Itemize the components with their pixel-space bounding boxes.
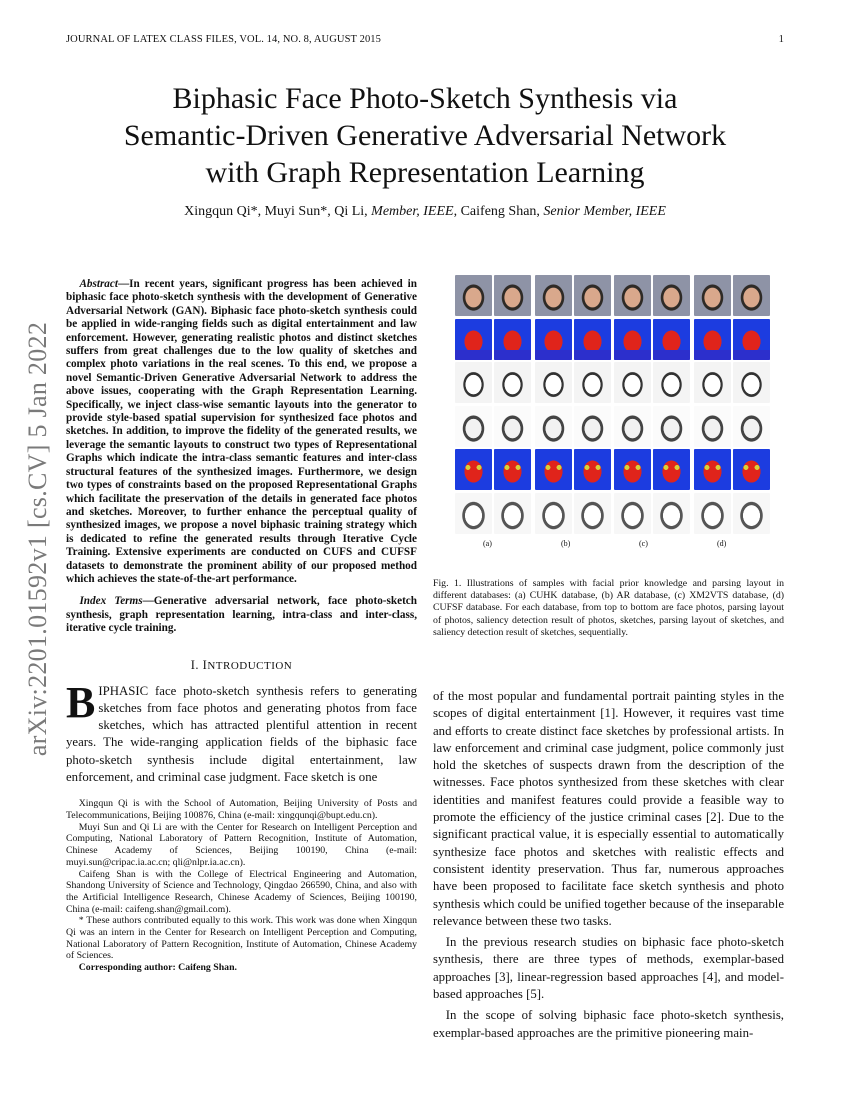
sketch-parsing-image <box>455 449 492 490</box>
title-line: with Graph Representation Learning <box>205 156 645 189</box>
left-column <box>66 278 417 974</box>
sketch-saliency-image <box>733 493 770 534</box>
author-role: Member, IEEE <box>371 204 454 219</box>
sketch-parsing-image <box>614 449 651 490</box>
sketch-saliency-image <box>494 493 531 534</box>
author-role: Senior Member, IEEE <box>543 204 666 219</box>
abstract-text: —In recent years, significant progress has been achieved in biphasic face photo-sketch synthesis with the development of Generative Adversarial Network (GAN). Biphasic face photo-sketch synthesis could be applied in wide-ranging fields such as digital entertainment and law enforcement. However, generating realistic photos and distinct sketches suffers from great challenges due to the low quality of sketches and complex photo variations in the real scenes. To this end, we propose a novel Semantic-Driven Generative Adversarial Network to address the above issues, cooperating with the Graph Representation Learning. Specifically, we inject class-wise semantic layouts into the generator to provide style-based spatial supervision for synthesized face photos and sketches. In addition, to improve the fidelity of the generated results, we leverage the semantic layouts to construct two types of Representational Graphs which indicate the intra-class semantic features and inter-class structural features of the synthesized images. Furthermore, we design two types of constraints based on the proposed Representational Graphs which facilitate the preservation of the details in generated face photos and sketches. Moreover, to further enhance the perceptual quality of synthesized images, we propose a novel biphasic training strategy which is dedicated to refine the generated results through Iterative Cycle Training. Extensive experiments are conducted on CUFS and CUFSF datasets to demonstrate the prominent ability of our proposed method which achieves the state-of-the-art performance. <box>66 278 417 585</box>
paragraph: In the scope of solving biphasic face photo-sketch synthesis, exemplar-based approaches are the primitive pioneering main- <box>433 1008 784 1040</box>
drop-cap: B <box>66 677 96 727</box>
sublabel-b: (b) <box>561 539 571 548</box>
footnotes <box>66 798 417 974</box>
arxiv-stamp <box>18 305 58 773</box>
photo-saliency-image <box>733 362 770 403</box>
photo-parsing-image <box>614 319 651 360</box>
corresponding-author: Corresponding author: Caifeng Shan. <box>78 962 237 974</box>
photo-saliency-image <box>694 362 731 403</box>
index-terms-label: Index Terms <box>79 595 143 608</box>
figure-caption <box>433 578 784 639</box>
sublabel-c: (c) <box>639 539 648 548</box>
intro-paragraph <box>66 677 417 787</box>
photo-saliency-image <box>535 362 572 403</box>
right-body <box>433 688 784 1042</box>
face-sample-grid <box>455 275 765 537</box>
photo-parsing-image <box>455 319 492 360</box>
title-line: Biphasic Face Photo-Sketch Synthesis via <box>172 82 678 115</box>
photo-saliency-image <box>494 362 531 403</box>
sketch-saliency-image <box>614 493 651 534</box>
footnote: Xingqun Qi is with the School of Automation, Beijing University of Posts and Telecommunications, Beijing 100876, China (e-mail: xingqunqi@bupt.edu.cn). <box>66 798 417 822</box>
journal-name: JOURNAL OF LATEX CLASS FILES, VOL. 14, NO. 8, AUGUST 2015 <box>66 34 381 45</box>
section-first-letter: I <box>202 657 208 672</box>
face-photo-image <box>694 275 731 316</box>
photo-parsing-image <box>733 319 770 360</box>
face-photo-image <box>455 275 492 316</box>
photo-parsing-image <box>694 319 731 360</box>
face-photo-image <box>494 275 531 316</box>
index-terms-text: —Generative adversarial network, face photo-sketch synthesis, graph representation learning, intra-class and inter-class, iterative cycle training. <box>66 595 417 635</box>
sketch-image <box>614 406 651 447</box>
figure-sublabels <box>455 537 765 551</box>
sublabel-d: (d) <box>717 539 727 548</box>
page-number: 1 <box>778 34 784 45</box>
author-list <box>60 204 790 220</box>
abstract-label: Abstract <box>79 278 118 290</box>
sketch-saliency-image <box>535 493 572 534</box>
section-numeral: I. <box>190 657 200 672</box>
index-terms <box>66 595 417 635</box>
sketch-parsing-image <box>733 449 770 490</box>
sketch-image <box>694 406 731 447</box>
face-photo-image <box>653 275 690 316</box>
paragraph: of the most popular and fundamental portrait painting styles in the scopes of digital entertainment [1]. However, it requires vast time and efforts to create distinct face sketches by professional artists. In law enforcement and criminal case judgment, police commonly just hold the sketches of suspects drawn from the description of the witnesses. Face photos synthesized from these sketches with clear identities and manifest features could provide a feasible way to promote the efficiency of the justice criminal cases [2]. Due to the significant practical value, it is especially essential to automatically synthesize face photos and sketches with realistic effects and consistent identity preservation. Thus far, numerous approaches have been proposed to facilitate face sketch synthesis and photo synthesis which could be unified together because of the inseparable relevance between these two tasks. <box>433 689 784 928</box>
title-line: Semantic-Driven Generative Adversarial Network <box>123 119 727 152</box>
face-photo-image <box>535 275 572 316</box>
sketch-image <box>535 406 572 447</box>
footnote: Caifeng Shan is with the College of Electrical Engineering and Automation, Shandong University of Science and Technology, Qingdao 266590, China, and also with the Artificial Intelligence Research, Chinese Academy of Sciences, Beijing 100190, China (e-mail: caifeng.shan@gmail.com). <box>66 868 417 915</box>
arxiv-id: arXiv:2201.01592v1 [cs.CV] 5 Jan 2022 <box>23 321 52 757</box>
authors-names: Xingqun Qi*, Muyi Sun*, Qi Li, <box>184 204 372 219</box>
footnote: * These authors contributed equally to this work. This work was done when Xingqun Qi was an intern in the Center for Research on Intelligent Perception and Computing, National Laboratory of Pattern Recognition, Institute of Automation, Chinese Academy of Sciences. <box>66 915 417 962</box>
sketch-image <box>455 406 492 447</box>
photo-saliency-image <box>614 362 651 403</box>
figure-1 <box>433 275 784 639</box>
section-title-rest: NTRODUCTION <box>207 659 293 672</box>
photo-saliency-image <box>455 362 492 403</box>
photo-parsing-image <box>535 319 572 360</box>
caption-text: Illustrations of samples with facial prior knowledge and parsing layout in different databases: (a) CUHK database, (b) AR database, (c) XM2VTS database, (d) CUFSF database. For each database, from top to bottom are face photos, parsing layout of photos, saliency detection result of photos, sketches, parsing layout of sketches, and saliency detection result of sketches, sequentially. <box>433 578 784 638</box>
intro-text: IPHASIC face photo-sketch synthesis refers to generating sketches from face photos and generating photos from face sketches, which has attracted plentiful attention in recent years. The wide-ranging application fields of the biphasic face photo-sketch synthesis include digital entertainment, law enforcement, and criminal case judgment. Face sketch is one <box>66 683 417 785</box>
abstract <box>66 278 417 586</box>
paragraph: In the previous research studies on biphasic face photo-sketch synthesis, there are three types of methods, exemplar-based approaches [3], linear-regression based approaches [4], and model-based approaches [5]. <box>433 935 784 1002</box>
sketch-saliency-image <box>653 493 690 534</box>
section-heading <box>66 658 417 673</box>
sketch-parsing-image <box>494 449 531 490</box>
footnote: Muyi Sun and Qi Li are with the Center for Research on Intelligent Perception and Computing, National Laboratory of Pattern Recognition, Institute of Automation, Chinese Academy of Sciences, Beijing 100190, China (e-mail: muyi.sun@cripac.ia.ac.cn; qli@nlpr.ia.ac.cn). <box>66 821 417 868</box>
paper-title <box>60 80 790 191</box>
photo-parsing-image <box>574 319 611 360</box>
sketch-parsing-image <box>653 449 690 490</box>
sketch-saliency-image <box>694 493 731 534</box>
face-photo-image <box>574 275 611 316</box>
sketch-image <box>653 406 690 447</box>
sketch-saliency-image <box>574 493 611 534</box>
photo-saliency-image <box>653 362 690 403</box>
face-photo-image <box>614 275 651 316</box>
sketch-parsing-image <box>694 449 731 490</box>
sketch-saliency-image <box>455 493 492 534</box>
sketch-image <box>574 406 611 447</box>
authors-names: , Caifeng Shan, <box>453 204 544 219</box>
photo-parsing-image <box>494 319 531 360</box>
face-photo-image <box>733 275 770 316</box>
right-column-text <box>433 688 784 1046</box>
photo-saliency-image <box>574 362 611 403</box>
sketch-image <box>494 406 531 447</box>
sketch-parsing-image <box>574 449 611 490</box>
sketch-image <box>733 406 770 447</box>
caption-label: Fig. 1. <box>433 578 462 589</box>
sketch-parsing-image <box>535 449 572 490</box>
running-header <box>66 34 784 45</box>
sublabel-a: (a) <box>483 539 492 548</box>
photo-parsing-image <box>653 319 690 360</box>
